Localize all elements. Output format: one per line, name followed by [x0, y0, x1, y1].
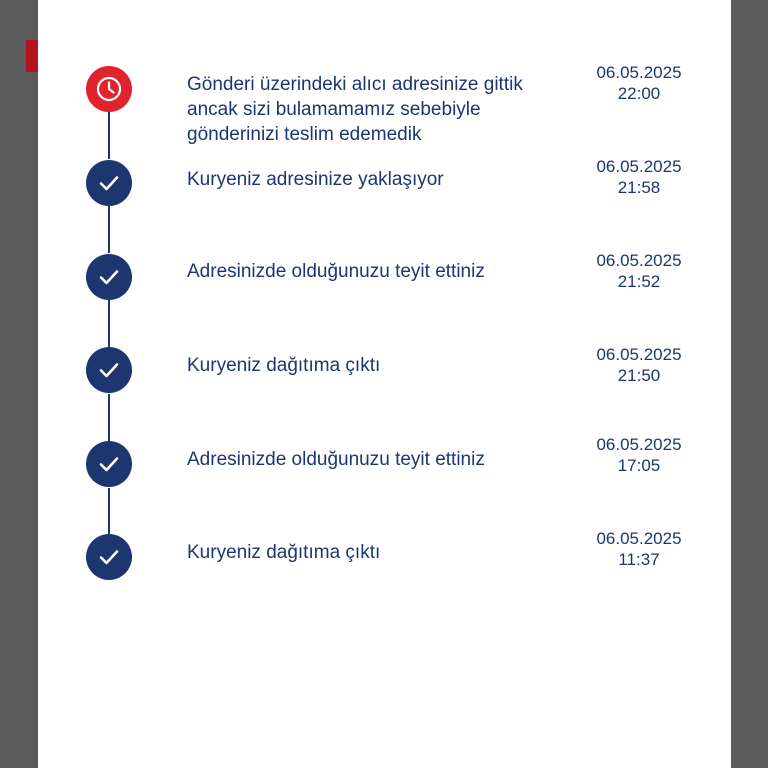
event-date: 06.05.2025	[596, 529, 682, 548]
event-date: 06.05.2025	[596, 345, 682, 364]
backdrop-accent	[26, 40, 38, 72]
shipment-timeline	[38, 0, 731, 768]
event-date: 06.05.2025	[596, 157, 682, 176]
status-failed-dot	[86, 66, 132, 112]
timeline-event	[38, 156, 731, 250]
check-icon	[95, 450, 123, 478]
timeline-event	[38, 529, 731, 626]
status-done-dot	[86, 347, 132, 393]
status-done-dot	[86, 160, 132, 206]
event-description: Kuryeniz dağıtıma çıktı	[187, 542, 381, 563]
check-icon	[95, 543, 123, 571]
event-time: 11:37	[618, 550, 660, 569]
check-icon	[95, 356, 123, 384]
event-timestamp	[584, 156, 694, 198]
event-timestamp	[584, 344, 694, 386]
event-date: 06.05.2025	[596, 251, 682, 270]
event-description: Kuryeniz adresinize yaklaşıyor	[187, 169, 444, 190]
event-time: 21:52	[617, 272, 661, 291]
timeline-event	[38, 344, 731, 438]
timeline-event	[38, 62, 731, 156]
event-description: Kuryeniz dağıtıma çıktı	[187, 355, 381, 376]
status-done-dot	[86, 254, 132, 300]
event-timestamp	[584, 62, 694, 104]
status-done-dot	[86, 441, 132, 487]
event-date: 06.05.2025	[596, 63, 682, 82]
event-description: Adresinizde olduğunuzu teyit ettiniz	[187, 261, 485, 282]
event-description: Gönderi üzerindeki alıcı adresinize gittik ancak sizi bulamamamız sebebiyle gönderinizi teslim edemedik	[187, 74, 523, 145]
event-timestamp	[584, 528, 694, 570]
tracking-history-sheet	[38, 0, 731, 768]
status-done-dot	[86, 534, 132, 580]
check-icon	[95, 263, 123, 291]
event-date: 06.05.2025	[596, 435, 682, 454]
event-timestamp	[584, 434, 694, 476]
check-icon	[95, 169, 123, 197]
event-time: 17:05	[617, 456, 661, 475]
event-time: 22:00	[617, 84, 661, 103]
event-description: Adresinizde olduğunuzu teyit ettiniz	[187, 449, 485, 470]
timeline-event	[38, 250, 731, 344]
clock-icon	[94, 74, 124, 104]
event-time: 21:58	[617, 178, 661, 197]
timeline-event	[38, 435, 731, 532]
event-timestamp	[584, 250, 694, 292]
event-time: 21:50	[617, 366, 661, 385]
